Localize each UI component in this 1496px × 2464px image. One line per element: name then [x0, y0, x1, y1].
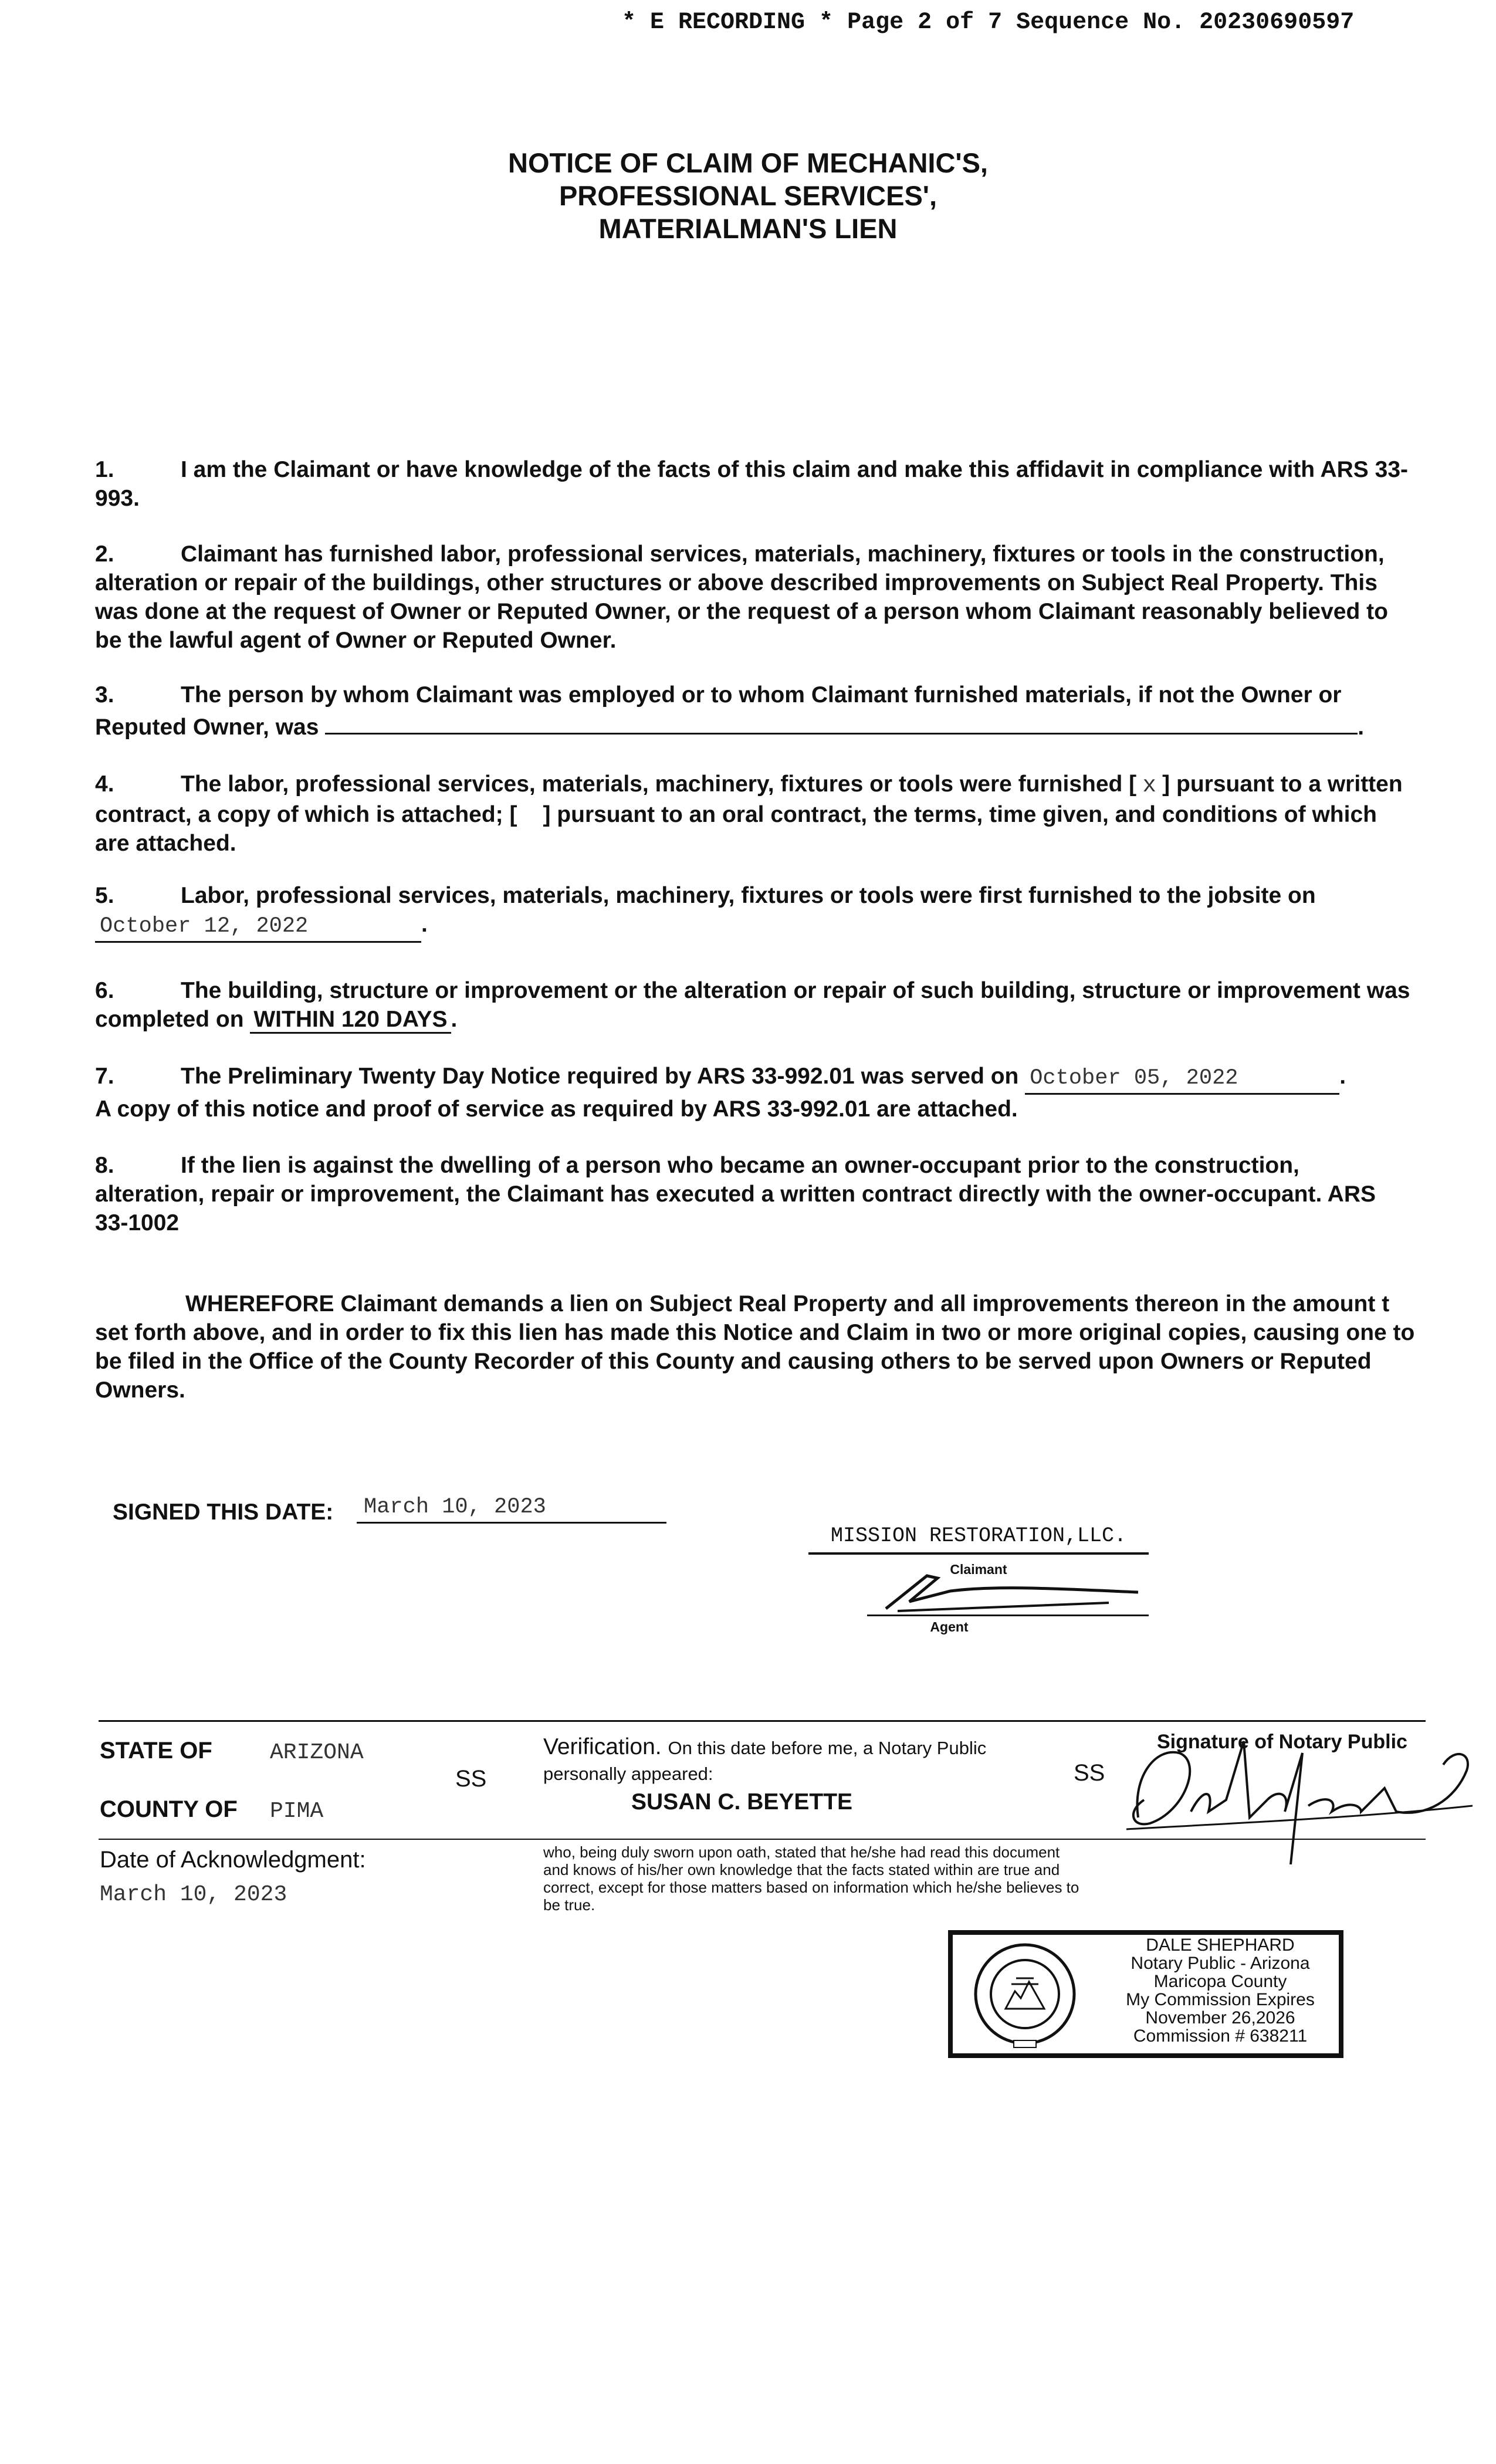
sworn-statement: who, being duly sworn upon oath, stated that he/she had read this document and knows of his/her own knowledge that the facts stated within are true and correct, except for those matters based on information which he/she believes to be true.	[543, 1843, 1079, 1914]
wherefore-paragraph: WHEREFORE Claimant demands a lien on Subject Real Property and all improvements thereon in the amount t set forth above, and in order to fix this lien has made this Notice and Claim in two or more original copies, causing one to be filed in the Office of the County Recorder of this County and causing others to be served upon Owners or Reputed Owners.	[95, 1291, 1415, 1403]
preliminary-notice-date[interactable]: October 05, 2022	[1025, 1064, 1339, 1095]
document-title	[0, 147, 1496, 245]
completion-value[interactable]: WITHIN 120 DAYS	[250, 1007, 451, 1034]
paragraph-8: 8. If the lien is against the dwelling of a person who became an owner-occupant prior to the construction, alteration, repair or improvement, the Claimant has executed a written contract directly with the owner-occupant. ARS 33-1002	[95, 1153, 1376, 1236]
state-label: STATE OF	[100, 1738, 212, 1764]
agent-signature-line	[867, 1615, 1149, 1616]
title-line-3: MATERIALMAN'S LIEN	[598, 213, 898, 244]
agent-signature-scribble	[862, 1568, 1156, 1620]
paragraph-5: 5. Labor, professional services, materials, machinery, fixtures or tools were first furnished to the jobsite on October 12, 2022 .	[95, 881, 1415, 943]
state-value[interactable]: ARIZONA	[270, 1740, 364, 1765]
notary-stamp-text: DALE SHEPHARD Notary Public - Arizona Maricopa County My Commission Expires November 26,2026 Commission # 638211	[1097, 1936, 1343, 2045]
paragraph-7: 7. The Preliminary Twenty Day Notice required by ARS 33-992.01 was served on October 05, 2022 . A copy of this notice and proof of service as required by ARS 33-992.01 are attached.	[95, 1064, 1346, 1122]
employer-blank-field[interactable]	[325, 709, 1358, 735]
acknowledgment-date[interactable]: March 10, 2023	[100, 1882, 287, 1907]
ss-mark-right: SS	[1074, 1760, 1105, 1786]
county-label: COUNTY OF	[100, 1796, 238, 1822]
notary-signature-label: Signature of Notary Public	[1157, 1731, 1407, 1753]
state-seal-icon	[957, 1940, 1092, 2049]
paragraph-3: 3. The person by whom Claimant was employed or to whom Claimant furnished materials, if not the Owner or Reputed Owner, was .	[95, 682, 1365, 740]
signed-date-field[interactable]: March 10, 2023	[357, 1495, 666, 1524]
paragraph-6: 6. The building, structure or improvement or the alteration or repair of such building, structure or improvement was completed on WITHIN 120 DAYS .	[95, 976, 1415, 1034]
claimant-label: Claimant	[950, 1562, 1007, 1577]
agent-label: Agent	[930, 1619, 969, 1634]
paragraph-4: 4. The labor, professional services, materials, machinery, fixtures or tools were furnished [ x ] pursuant to a written contract, a copy of which is attached; [ ] pursuant to an oral contract, the terms, time given, and conditions of which are attached.	[95, 771, 1403, 856]
title-line-2: PROFESSIONAL SERVICES',	[559, 180, 937, 211]
stamp-notary-name: DALE SHEPHARD	[1146, 1935, 1295, 1955]
county-value[interactable]: PIMA	[270, 1799, 324, 1824]
appeared-name: SUSAN C. BEYETTE	[631, 1789, 853, 1815]
signed-date-label: SIGNED THIS DATE:	[113, 1500, 334, 1525]
paragraph-2: 2. Claimant has furnished labor, professional services, materials, machinery, fixtures or tools in the construction, alteration or repair of the buildings, other structures or above described improvements on Subject Real Property. This was done at the request of Owner or Reputed Owner, or the request of a person whom Claimant reasonably believed to be the lawful agent of Owner or Reputed Owner.	[95, 541, 1388, 653]
recording-header: * E RECORDING * Page 2 of 7 Sequence No. 20230690597	[622, 9, 1355, 36]
written-contract-checkbox[interactable]: x	[1142, 773, 1156, 798]
acknowledgment-label: Date of Acknowledgment:	[100, 1847, 366, 1873]
ss-mark-left: SS	[455, 1766, 487, 1792]
notary-mid-rule	[99, 1839, 1426, 1840]
notary-top-rule	[99, 1720, 1426, 1722]
first-furnished-date[interactable]: October 12, 2022	[95, 912, 421, 943]
paragraph-1: 1. I am the Claimant or have knowledge of the facts of this claim and make this affidavit in compliance with ARS 33-993.	[95, 457, 1409, 511]
notary-signature-scribble	[1115, 1729, 1490, 1864]
claimant-name: MISSION RESTORATION,LLC.	[808, 1524, 1149, 1555]
title-line-1: NOTICE OF CLAIM OF MECHANIC'S,	[508, 147, 988, 178]
verification-text: Verification. On this date before me, a Notary Public personally appeared:	[543, 1734, 987, 1784]
